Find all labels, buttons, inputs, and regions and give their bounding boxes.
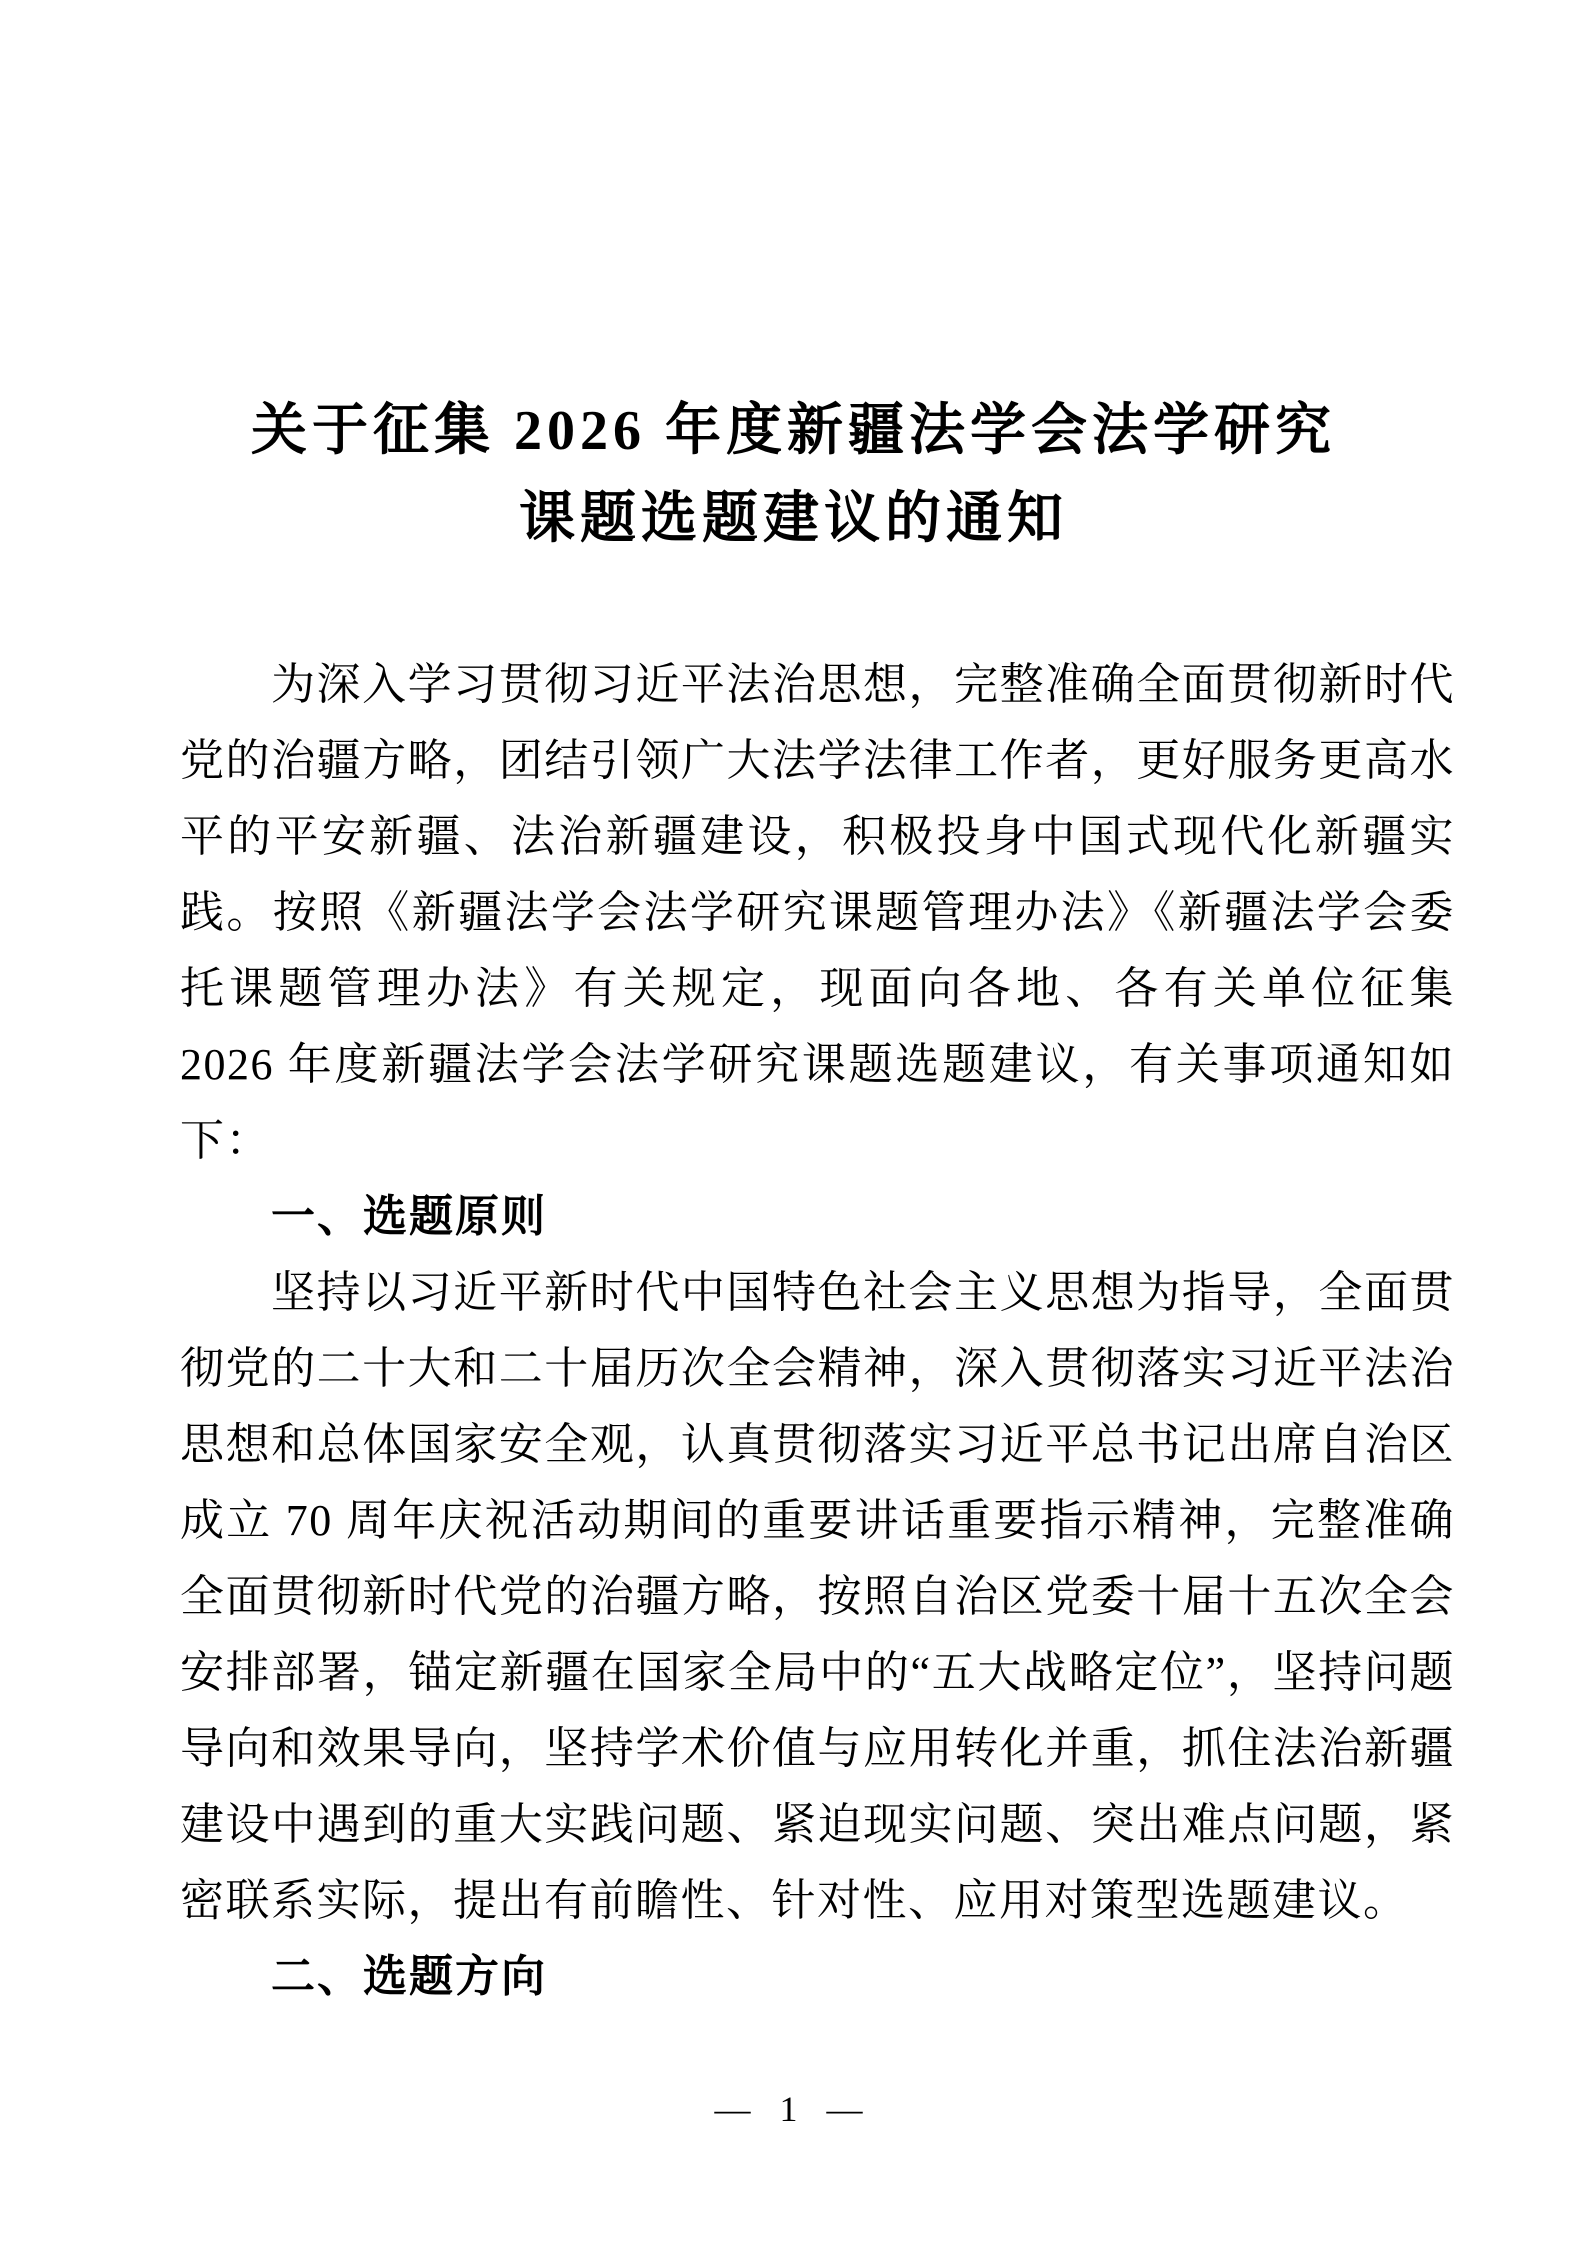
section-1-paragraph: 坚持以习近平新时代中国特色社会主义思想为指导，全面贯彻党的二十大和二十届历次全会精神，深入贯彻落实习近平法治思想和总体国家安全观，认真贯彻落实习近平总书记出席自治区成立 70 周年庆祝活动期间的重要讲话重要指示精神，完整准确全面贯彻新时代党的治疆方略，按照自治区党委十届十五次全会安排部署，锚定新疆在国家全局中的“五大战略定位”，坚持问题导向和效果导向，坚持学术价值与应用转化并重，抓住法治新疆建设中遇到的重大实践问题、紧迫现实问题、突出难点问题，紧密联系实际，提出有前瞻性、针对性、应用对策型选题建议。 (180, 1268, 1455, 1925)
document-body (180, 647, 1455, 2015)
section-2-heading: 二、选题方向 (271, 1952, 547, 2001)
document-title (0, 387, 1587, 563)
title-line-1: 关于征集 2026 年度新疆法学会法学研究 (251, 400, 1336, 462)
title-line-2: 课题选题建议的通知 (519, 488, 1068, 550)
intro-paragraph: 为深入学习贯彻习近平法治思想，完整准确全面贯彻新时代党的治疆方略，团结引领广大法学法律工作者，更好服务更高水平的平安新疆、法治新疆建设，积极投身中国式现代化新疆实践。按照《新疆法学会法学研究课题管理办法》《新疆法学会委托课题管理办法》有关规定，现面向各地、各有关单位征集 2026 年度新疆法学会法学研究课题选题建议，有关事项通知如下： (180, 660, 1455, 1165)
page-footer (0, 2088, 1587, 2130)
page-number: — 1 — (714, 2089, 873, 2129)
section-1-heading: 一、选题原则 (271, 1192, 547, 1241)
